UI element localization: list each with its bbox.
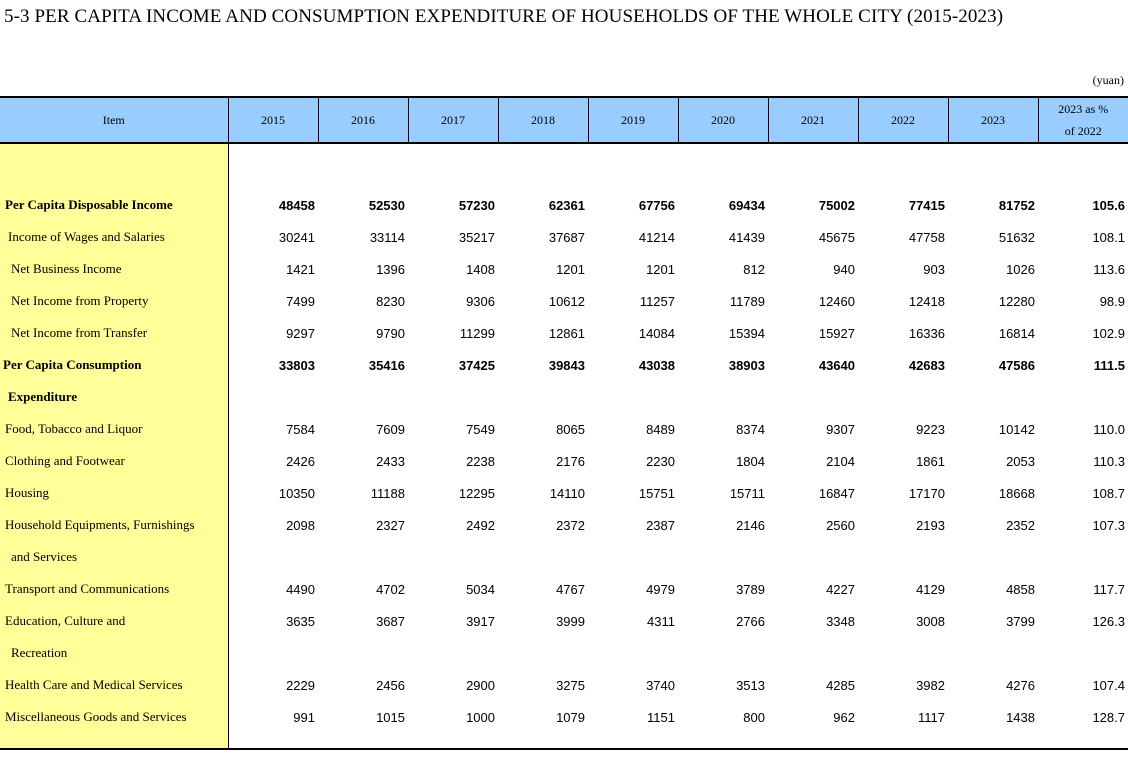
value-cell: 3799 — [1006, 613, 1035, 629]
ratio-cell: 128.7 — [1092, 709, 1125, 725]
table-row — [0, 189, 1128, 221]
value-cell: 8489 — [646, 421, 675, 437]
row-label: Income of Wages and Salaries — [0, 221, 228, 253]
ratio-cell: 107.3 — [1092, 517, 1125, 533]
ratio-cell: 117.7 — [1093, 581, 1125, 597]
value-cell: 1117 — [918, 709, 945, 725]
value-cell: 1804 — [736, 453, 765, 469]
value-cell: 991 — [293, 709, 315, 725]
value-cell: 39843 — [548, 357, 585, 373]
value-cell — [768, 637, 858, 669]
value-cell — [228, 637, 318, 669]
value-cell — [768, 541, 858, 573]
table-row — [0, 477, 1128, 509]
header-year: 2015 — [228, 97, 318, 143]
value-cell: 11257 — [639, 293, 675, 309]
header-ratio — [1038, 97, 1128, 143]
value-cell: 9790 — [376, 325, 405, 341]
spacer-row — [0, 733, 1128, 749]
value-cell: 77415 — [908, 197, 945, 213]
value-cell: 37687 — [548, 229, 585, 245]
value-cell: 37425 — [458, 357, 495, 373]
header-ratio-line1: 2023 as % — [1058, 102, 1109, 116]
value-cell: 11789 — [729, 293, 765, 309]
value-cell: 4285 — [826, 677, 855, 693]
row-label: Household Equipments, Furnishings — [0, 509, 228, 541]
value-cell: 1026 — [1006, 261, 1035, 277]
value-cell: 75002 — [818, 197, 855, 213]
row-label: Housing — [0, 477, 228, 509]
value-cell: 10612 — [548, 293, 585, 309]
value-cell: 48458 — [278, 197, 315, 213]
ratio-cell: 108.1 — [1092, 229, 1125, 245]
value-cell — [228, 541, 318, 573]
row-label: Health Care and Medical Services — [0, 669, 228, 701]
ratio-cell: 111.5 — [1093, 357, 1125, 373]
value-cell: 1015 — [376, 709, 405, 725]
value-cell: 35416 — [368, 357, 405, 373]
value-cell: 1000 — [466, 709, 495, 725]
value-cell: 47586 — [998, 357, 1035, 373]
ratio-cell: 107.4 — [1092, 677, 1125, 693]
value-cell: 2238 — [466, 453, 495, 469]
value-cell: 2372 — [556, 517, 585, 533]
ratio-cell: 113.6 — [1093, 261, 1125, 277]
value-cell: 12295 — [458, 485, 495, 501]
value-cell — [408, 381, 498, 413]
value-cell: 2456 — [376, 677, 405, 693]
unit-label: (yuan) — [1092, 73, 1124, 87]
value-cell: 15751 — [638, 485, 675, 501]
value-cell: 18668 — [998, 485, 1035, 501]
value-cell: 4227 — [826, 581, 855, 597]
value-cell: 1079 — [556, 709, 585, 725]
spacer-cell — [0, 143, 228, 189]
value-cell: 16336 — [908, 325, 945, 341]
table-row — [0, 637, 1128, 669]
value-cell: 4979 — [646, 581, 675, 597]
row-label: Net Income from Property — [0, 285, 228, 317]
value-cell: 3635 — [286, 613, 315, 629]
ratio-cell: 110.3 — [1093, 453, 1125, 469]
table-row — [0, 445, 1128, 477]
value-cell: 15927 — [818, 325, 855, 341]
table-row — [0, 605, 1128, 637]
value-cell — [768, 381, 858, 413]
value-cell: 8065 — [556, 421, 585, 437]
row-label: Recreation — [0, 637, 228, 669]
value-cell: 67756 — [638, 197, 675, 213]
value-cell — [858, 381, 948, 413]
value-cell: 52530 — [368, 197, 405, 213]
row-label: Net Income from Transfer — [0, 317, 228, 349]
header-row — [0, 97, 1128, 143]
value-cell — [588, 381, 678, 413]
spacer-cell — [228, 733, 1128, 749]
row-label: and Services — [0, 541, 228, 573]
value-cell: 1151 — [647, 709, 675, 725]
table-row — [0, 285, 1128, 317]
value-cell: 3513 — [736, 677, 765, 693]
value-cell: 2433 — [376, 453, 405, 469]
value-cell: 81752 — [998, 197, 1035, 213]
value-cell: 903 — [923, 261, 945, 277]
value-cell: 14084 — [638, 325, 675, 341]
spacer-cell — [0, 733, 228, 749]
ratio-cell — [1038, 381, 1128, 413]
value-cell: 62361 — [548, 197, 585, 213]
value-cell: 3789 — [736, 581, 765, 597]
header-year: 2021 — [768, 97, 858, 143]
value-cell: 30241 — [278, 229, 315, 245]
value-cell: 3687 — [376, 613, 405, 629]
value-cell: 11188 — [370, 485, 405, 501]
value-cell — [498, 541, 588, 573]
value-cell — [678, 637, 768, 669]
ratio-cell: 110.0 — [1093, 421, 1125, 437]
table-row — [0, 381, 1128, 413]
value-cell: 2352 — [1006, 517, 1035, 533]
value-cell: 2230 — [646, 453, 675, 469]
value-cell — [588, 637, 678, 669]
value-cell: 9297 — [286, 325, 315, 341]
value-cell: 1396 — [376, 261, 405, 277]
value-cell: 9223 — [916, 421, 945, 437]
value-cell: 12861 — [548, 325, 585, 341]
value-cell: 962 — [833, 709, 855, 725]
value-cell: 16847 — [818, 485, 855, 501]
header-item: Item — [0, 97, 228, 143]
value-cell — [678, 541, 768, 573]
value-cell: 3917 — [466, 613, 495, 629]
table-row — [0, 669, 1128, 701]
value-cell: 4702 — [376, 581, 405, 597]
spacer-row — [0, 143, 1128, 189]
value-cell: 15394 — [728, 325, 765, 341]
header-year: 2016 — [318, 97, 408, 143]
value-cell: 7549 — [466, 421, 495, 437]
value-cell: 5034 — [466, 581, 495, 597]
value-cell — [948, 541, 1038, 573]
value-cell — [408, 541, 498, 573]
value-cell: 3999 — [556, 613, 585, 629]
row-label: Per Capita Consumption — [0, 349, 228, 381]
value-cell — [588, 541, 678, 573]
value-cell: 7609 — [376, 421, 405, 437]
value-cell: 2176 — [556, 453, 585, 469]
value-cell: 940 — [833, 261, 855, 277]
ratio-cell: 102.9 — [1092, 325, 1125, 341]
value-cell — [318, 637, 408, 669]
value-cell: 15711 — [729, 485, 765, 501]
value-cell: 4276 — [1006, 677, 1035, 693]
value-cell: 12280 — [998, 293, 1035, 309]
ratio-cell — [1038, 541, 1128, 573]
value-cell: 41214 — [638, 229, 675, 245]
value-cell: 1861 — [916, 453, 945, 469]
value-cell: 51632 — [998, 229, 1035, 245]
value-cell: 14110 — [549, 485, 585, 501]
value-cell: 57230 — [458, 197, 495, 213]
ratio-cell: 105.6 — [1092, 197, 1125, 213]
value-cell: 4490 — [286, 581, 315, 597]
table-row — [0, 221, 1128, 253]
value-cell: 42683 — [908, 357, 945, 373]
row-label: Transport and Communications — [0, 573, 228, 605]
value-cell: 3982 — [916, 677, 945, 693]
value-cell: 4129 — [916, 581, 945, 597]
value-cell: 43640 — [818, 357, 855, 373]
value-cell: 12418 — [908, 293, 945, 309]
row-label: Education, Culture and — [0, 605, 228, 637]
value-cell: 12460 — [818, 293, 855, 309]
value-cell: 35217 — [458, 229, 495, 245]
value-cell — [858, 637, 948, 669]
value-cell: 2146 — [736, 517, 765, 533]
value-cell: 69434 — [728, 197, 765, 213]
ratio-cell: 126.3 — [1092, 613, 1125, 629]
table-row — [0, 413, 1128, 445]
value-cell: 2900 — [466, 677, 495, 693]
value-cell: 9307 — [826, 421, 855, 437]
row-label: Food, Tobacco and Liquor — [0, 413, 228, 445]
value-cell — [318, 381, 408, 413]
table-title: 5-3 PER CAPITA INCOME AND CONSUMPTION EXPENDITURE OF HOUSEHOLDS OF THE WHOLE CITY (2015-2023) — [4, 6, 1004, 27]
value-cell — [498, 637, 588, 669]
value-cell: 2766 — [736, 613, 765, 629]
ratio-cell: 98.9 — [1099, 293, 1125, 309]
table-row — [0, 349, 1128, 381]
value-cell — [318, 541, 408, 573]
table-row — [0, 541, 1128, 573]
ratio-cell: 108.7 — [1092, 485, 1125, 501]
value-cell: 3348 — [826, 613, 855, 629]
header-ratio-line2: of 2022 — [1064, 124, 1102, 138]
value-cell: 17170 — [908, 485, 945, 501]
header-year: 2020 — [678, 97, 768, 143]
table-row — [0, 701, 1128, 733]
ratio-cell — [1038, 637, 1128, 669]
row-label: Per Capita Disposable Income — [0, 189, 228, 221]
value-cell — [948, 637, 1038, 669]
value-cell: 7584 — [286, 421, 315, 437]
value-cell: 1408 — [466, 261, 495, 277]
value-cell: 38903 — [728, 357, 765, 373]
value-cell — [498, 381, 588, 413]
value-cell: 2098 — [286, 517, 315, 533]
value-cell: 8374 — [736, 421, 765, 437]
value-cell: 8230 — [376, 293, 405, 309]
value-cell: 4858 — [1006, 581, 1035, 597]
value-cell: 33803 — [278, 357, 315, 373]
spacer-cell — [228, 143, 1128, 189]
value-cell — [678, 381, 768, 413]
value-cell — [228, 381, 318, 413]
table-row — [0, 573, 1128, 605]
value-cell: 1421 — [286, 261, 315, 277]
value-cell: 2104 — [826, 453, 855, 469]
value-cell: 43038 — [638, 357, 675, 373]
value-cell: 3275 — [556, 677, 585, 693]
header-year: 2018 — [498, 97, 588, 143]
value-cell: 2053 — [1006, 453, 1035, 469]
value-cell: 3008 — [916, 613, 945, 629]
value-cell: 2193 — [916, 517, 945, 533]
header-year: 2017 — [408, 97, 498, 143]
value-cell: 33114 — [369, 229, 405, 245]
value-cell: 1201 — [556, 261, 585, 277]
value-cell: 10350 — [278, 485, 315, 501]
value-cell: 16814 — [998, 325, 1035, 341]
value-cell: 800 — [743, 709, 765, 725]
value-cell: 3740 — [646, 677, 675, 693]
row-label: Net Business Income — [0, 253, 228, 285]
value-cell: 11299 — [459, 325, 495, 341]
value-cell — [948, 381, 1038, 413]
value-cell: 1438 — [1006, 709, 1035, 725]
value-cell — [858, 541, 948, 573]
value-cell: 4767 — [556, 581, 585, 597]
value-cell: 45675 — [818, 229, 855, 245]
value-cell: 7499 — [286, 293, 315, 309]
value-cell: 10142 — [998, 421, 1035, 437]
header-year: 2019 — [588, 97, 678, 143]
value-cell: 47758 — [908, 229, 945, 245]
header-year: 2022 — [858, 97, 948, 143]
row-label: Miscellaneous Goods and Services — [0, 701, 228, 733]
row-label: Clothing and Footwear — [0, 445, 228, 477]
value-cell: 2229 — [286, 677, 315, 693]
value-cell: 2387 — [646, 517, 675, 533]
header-year: 2023 — [948, 97, 1038, 143]
table-row — [0, 317, 1128, 349]
table-row — [0, 509, 1128, 541]
value-cell: 1201 — [646, 261, 675, 277]
table-row — [0, 253, 1128, 285]
value-cell: 4311 — [647, 613, 675, 629]
value-cell: 2492 — [466, 517, 495, 533]
value-cell: 812 — [743, 261, 765, 277]
value-cell — [408, 637, 498, 669]
value-cell: 2560 — [826, 517, 855, 533]
value-cell: 41439 — [728, 229, 765, 245]
statistics-table — [0, 96, 1128, 750]
row-label: Expenditure — [0, 381, 228, 413]
value-cell: 2327 — [376, 517, 405, 533]
value-cell: 2426 — [286, 453, 315, 469]
value-cell: 9306 — [466, 293, 495, 309]
